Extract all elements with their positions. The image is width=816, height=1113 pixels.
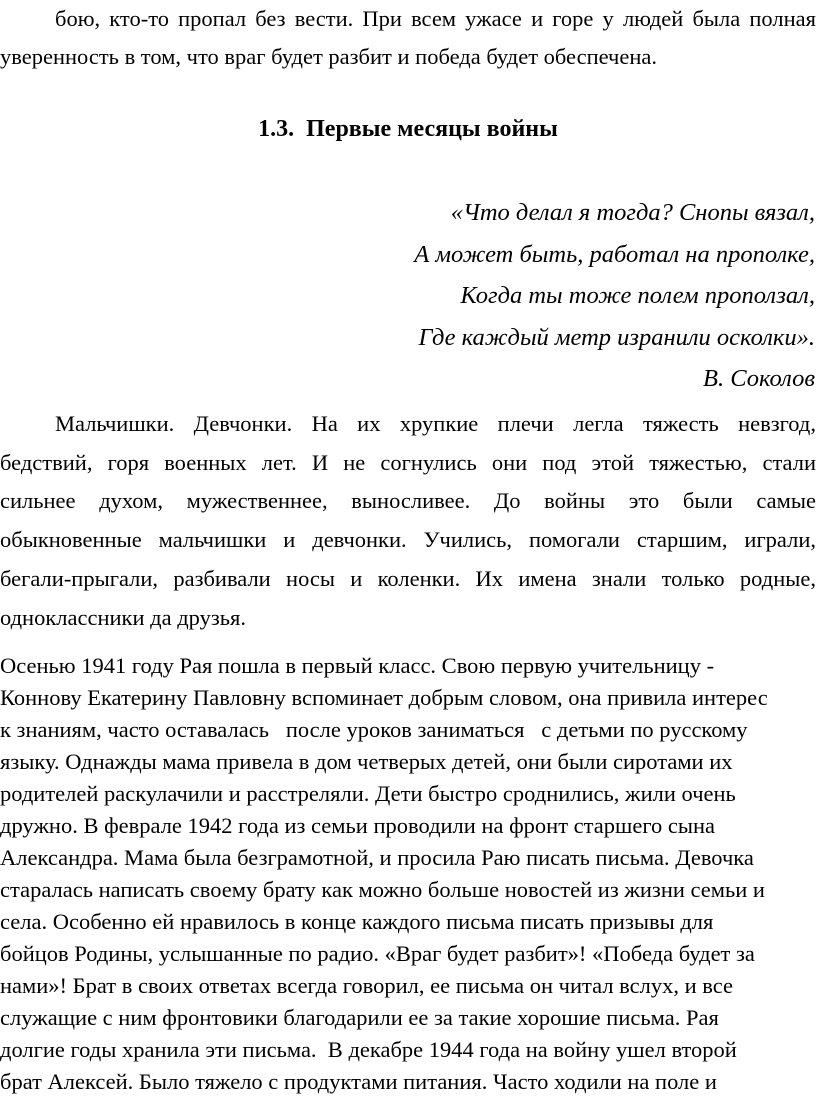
paragraph-line: языку. Однажды мама привела в дом четверых детей, они были сиротами их bbox=[0, 749, 733, 774]
paragraph-line: долгие годы хранила эти письма. В декабре 1944 года на войну ушел второй bbox=[0, 1037, 737, 1062]
children-paragraph bbox=[0, 405, 816, 637]
paragraph-line: Мальчишки. Девчонки. На их хрупкие плечи легла тяжесть невзгод, bbox=[55, 411, 816, 436]
paragraph-line: к знаниям, часто оставалась после уроков заниматься с детьми по русскому bbox=[0, 717, 748, 742]
poem-line: Когда ты тоже полем проползал, bbox=[460, 282, 815, 309]
poem-line: А может быть, работал на прополке, bbox=[414, 240, 815, 268]
paragraph-line: бегали-прыгали, разбивали носы и коленки. Их имена знали только родные, bbox=[0, 565, 816, 591]
paragraph-line: нами»! Брат в своих ответах всегда говорил, ее письма он читал вслух, и все bbox=[0, 973, 734, 998]
paragraph-line: Осенью 1941 году Рая пошла в первый класс. Свою первую учительницу - bbox=[0, 653, 715, 678]
section-heading-block bbox=[0, 110, 816, 148]
section-heading: 1.3. Первые месяцы войны bbox=[258, 116, 558, 142]
paragraph-line: бедствий, горя военных лет. И не согнулись они под этой тяжестью, стали bbox=[0, 449, 816, 475]
paragraph-line: Коннову Екатерину Павловну вспоминает добрым словом, она привила интерес bbox=[0, 685, 768, 710]
poem-line: Где каждый метр изранили осколки». bbox=[418, 323, 815, 351]
paragraph-line: обыкновенные мальчишки и девчонки. Учились, помогали старшим, играли, bbox=[0, 527, 816, 553]
raya-paragraph bbox=[0, 650, 816, 1098]
paragraph-line: дружно. В феврале 1942 года из семьи проводили на фронт старшего сына bbox=[0, 813, 716, 838]
epigraph-author: В. Соколов bbox=[702, 365, 815, 392]
paragraph-line: одноклассники да друзья. bbox=[0, 604, 246, 630]
paragraph-line: сильнее духом, мужественнее, выносливее. До войны это были самые bbox=[0, 488, 816, 514]
paragraph-line: бойцов Родины, услышанные по радио. «Враг будет разбит»! «Победа будет за bbox=[0, 941, 755, 966]
paragraph-line: служащие с ним фронтовики благодарили ее за такие хорошие письма. Рая bbox=[0, 1005, 719, 1030]
poem-line: «Что делал я тогда? Снопы вязал, bbox=[450, 199, 815, 226]
paragraph-line: села. Особенно ей нравилось в конце каждого письма писать призывы для bbox=[0, 909, 714, 934]
intro-paragraph bbox=[0, 0, 816, 76]
paragraph-line: Александра. Мама была безграмотной, и просила Раю писать письма. Девочка bbox=[0, 845, 754, 870]
paragraph-line: старалась написать своему брату как можно больше новостей из жизни семьи и bbox=[0, 877, 765, 902]
epigraph-poem bbox=[0, 192, 816, 400]
paragraph-line: бою, кто-то пропал без вести. При всем ужасе и горе у людей была полная bbox=[55, 6, 816, 31]
paragraph-line: родителей раскулачили и расстреляли. Дети быстро сроднились, жили очень bbox=[0, 781, 736, 806]
paragraph-line: брат Алексей. Было тяжело с продуктами питания. Часто ходили на поле и bbox=[0, 1069, 717, 1094]
paragraph-line: уверенность в том, что враг будет разбит и победа будет обеспечена. bbox=[0, 44, 658, 69]
